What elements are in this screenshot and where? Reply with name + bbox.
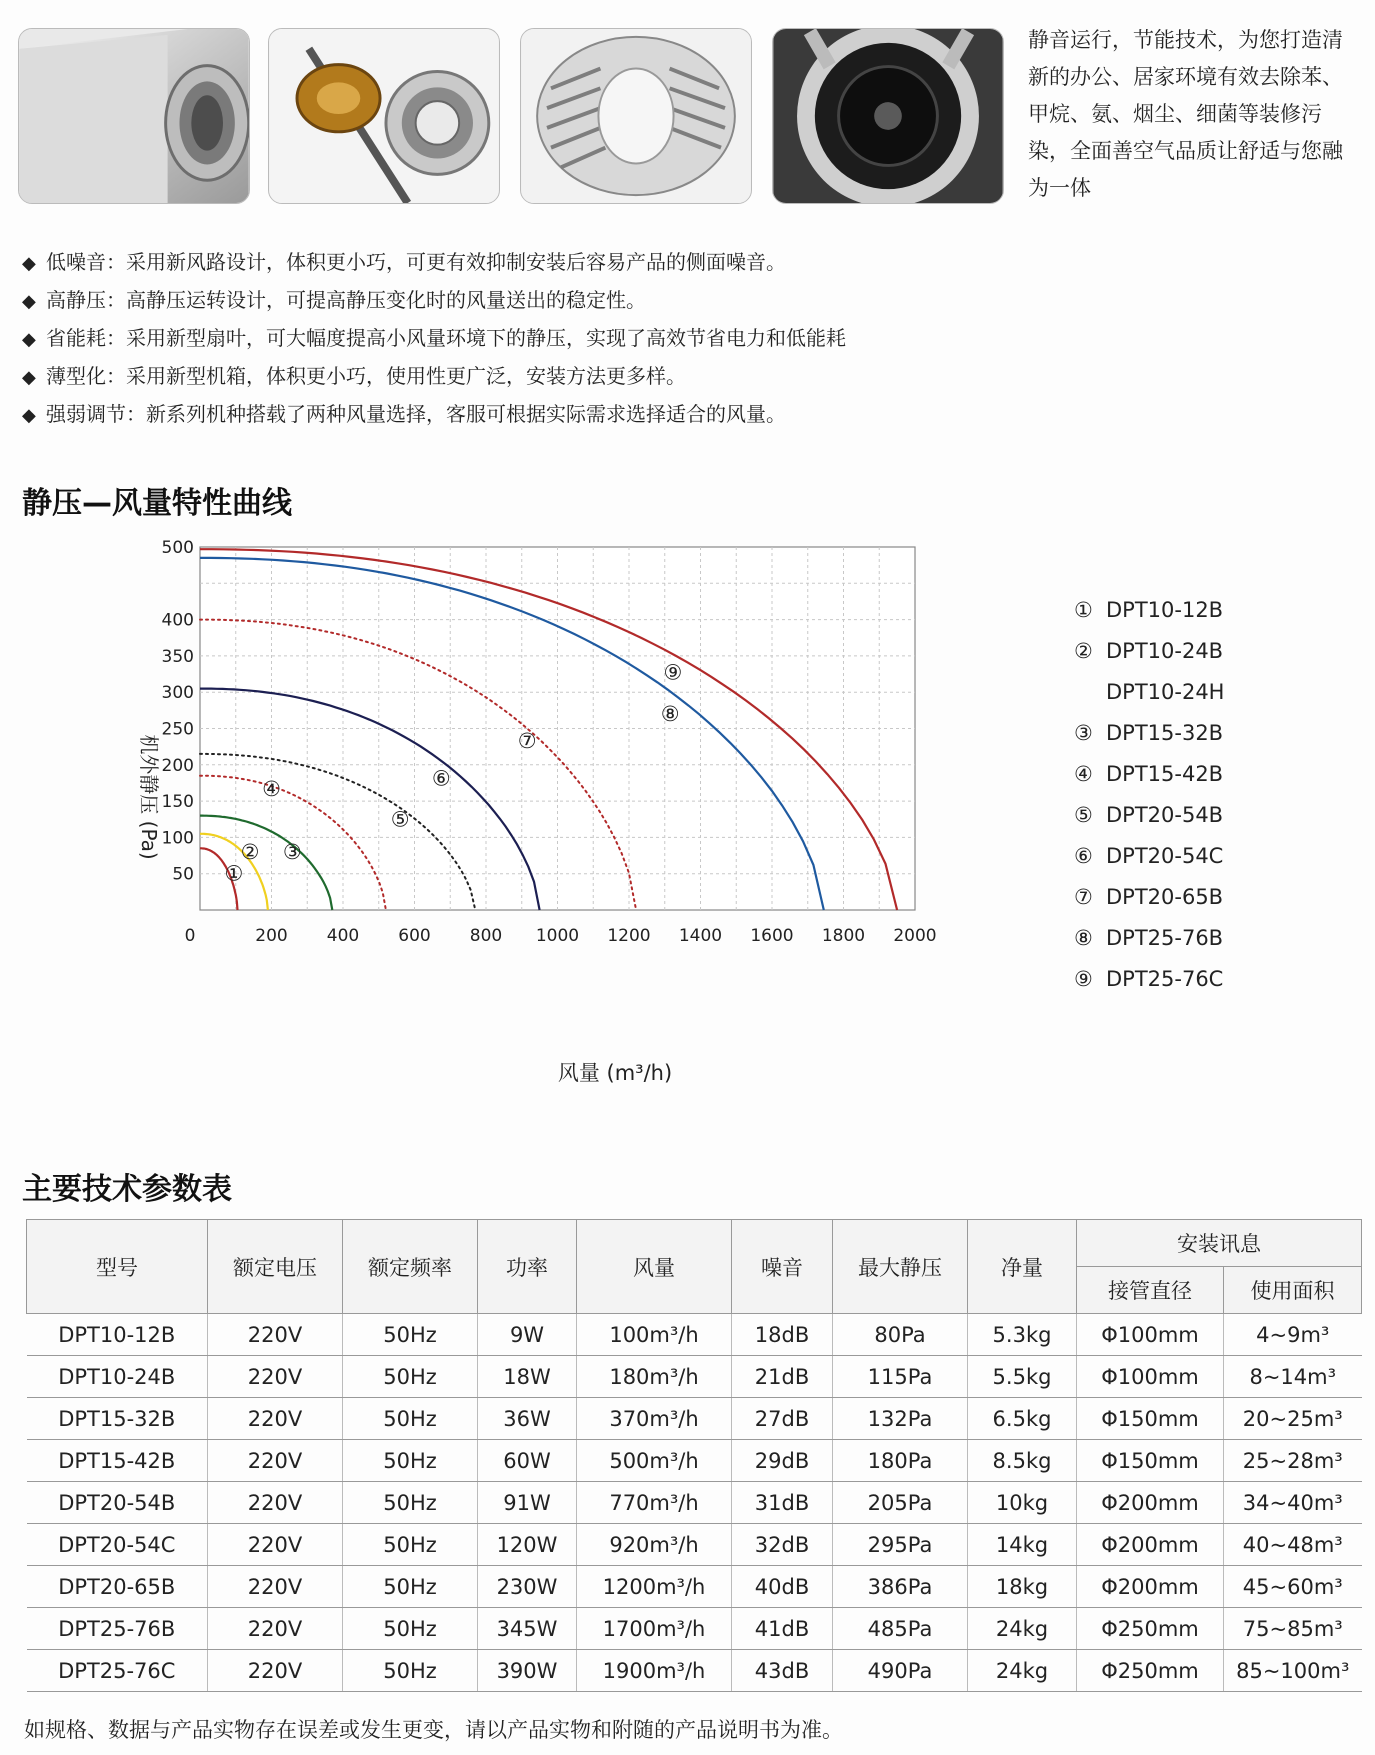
- legend-item: DPT10-24H: [1106, 680, 1225, 704]
- table-cell: DPT20-65B: [27, 1566, 208, 1608]
- table-cell: 9W: [478, 1314, 577, 1356]
- intro-text: 静音运行，节能技术，为您打造清新的办公、居家环境有效去除苯、甲烷、氨、烟尘、细菌等装修污染，全面善空气品质让舒适与您融为一体: [1028, 28, 1343, 200]
- col-header: 噪音: [732, 1220, 833, 1314]
- table-cell: 32dB: [732, 1524, 833, 1566]
- chart-grid: [200, 547, 915, 910]
- x-tick-label: 800: [469, 926, 503, 946]
- feature-item: ◆ 强弱调节：新系列机种搭载了两种风量选择，客服可根据实际需求选择适合的风量。: [22, 396, 846, 434]
- chart-legend: [1074, 590, 1224, 1000]
- table-cell: 5.3kg: [968, 1314, 1077, 1356]
- table-cell: 4~9m³: [1224, 1314, 1362, 1356]
- table-row: [27, 1650, 1362, 1692]
- legend-item: ④ DPT15-42B: [1074, 762, 1224, 786]
- x-tick-label: 2000: [893, 926, 937, 946]
- table-row: [27, 1566, 1362, 1608]
- table-cell: 50Hz: [343, 1482, 478, 1524]
- feature-item: ◆ 薄型化：采用新型机箱，体积更小巧，使用性更广泛，安装方法更多样。: [22, 358, 846, 396]
- table-cell: 27dB: [732, 1398, 833, 1440]
- table-cell: 370m³/h: [577, 1398, 732, 1440]
- x-tick-label: 1200: [607, 926, 651, 946]
- y-axis-label: 机外静压 (Pa): [137, 734, 161, 860]
- diamond-bullet-icon: ◆: [22, 367, 36, 388]
- curve-marker-label: ①: [224, 861, 244, 886]
- table-cell: 6.5kg: [968, 1398, 1077, 1440]
- table-cell: 25~28m³: [1224, 1440, 1362, 1482]
- table-cell: 20~25m³: [1224, 1398, 1362, 1440]
- table-cell: 205Pa: [833, 1482, 968, 1524]
- table-cell: 220V: [208, 1566, 343, 1608]
- table-cell: 14kg: [968, 1524, 1077, 1566]
- table-cell: DPT15-42B: [27, 1440, 208, 1482]
- pressure-airflow-chart: [120, 535, 1060, 1095]
- feature-item: ◆ 高静压：高静压运转设计，可提高静压变化时的风量送出的稳定性。: [22, 282, 846, 320]
- table-cell: 50Hz: [343, 1398, 478, 1440]
- fan-housing-illustration: [19, 29, 249, 203]
- table-cell: 18W: [478, 1356, 577, 1398]
- table-cell: 50Hz: [343, 1356, 478, 1398]
- table-cell: Φ100mm: [1077, 1314, 1224, 1356]
- table-row: [27, 1398, 1362, 1440]
- table-cell: 920m³/h: [577, 1524, 732, 1566]
- table-cell: Φ200mm: [1077, 1524, 1224, 1566]
- product-photo-housing: [18, 28, 250, 204]
- curve-marker-label: ⑨: [663, 660, 683, 685]
- y-tick-label: 50: [172, 864, 194, 885]
- table-cell: 40~48m³: [1224, 1524, 1362, 1566]
- table-cell: 120W: [478, 1524, 577, 1566]
- curve-marker-label: ③: [282, 839, 302, 864]
- col-header: 风量: [577, 1220, 732, 1314]
- table-cell: 21dB: [732, 1356, 833, 1398]
- table-cell: 50Hz: [343, 1524, 478, 1566]
- table-cell: 490Pa: [833, 1650, 968, 1692]
- table-cell: Φ150mm: [1077, 1440, 1224, 1482]
- x-tick-label: 400: [326, 926, 360, 946]
- legend-item: ③ DPT15-32B: [1074, 721, 1224, 745]
- diamond-bullet-icon: ◆: [22, 405, 36, 426]
- x-tick-label: 1800: [821, 926, 866, 946]
- curve-marker-label: ⑧: [660, 701, 680, 726]
- col-header: 净量: [968, 1220, 1077, 1314]
- curve-marker-label: ⑤: [390, 807, 410, 832]
- diamond-bullet-icon: ◆: [22, 329, 36, 350]
- table-cell: Φ200mm: [1077, 1566, 1224, 1608]
- table-cell: Φ250mm: [1077, 1608, 1224, 1650]
- table-row: [27, 1356, 1362, 1398]
- col-header: 型号: [27, 1220, 208, 1314]
- sub-header: 接管直径: [1077, 1267, 1224, 1314]
- table-cell: 1900m³/h: [577, 1650, 732, 1692]
- impeller-illustration: [521, 29, 751, 203]
- table-cell: 50Hz: [343, 1650, 478, 1692]
- table-cell: 8~14m³: [1224, 1356, 1362, 1398]
- table-cell: 80Pa: [833, 1314, 968, 1356]
- y-tick-label: 250: [161, 719, 194, 740]
- footer-note: 如规格、数据与产品实物存在误差或发生更变，请以产品实物和附随的产品说明书为准。: [24, 1718, 843, 1742]
- table-cell: 295Pa: [833, 1524, 968, 1566]
- table-cell: 60W: [478, 1440, 577, 1482]
- table-cell: 18kg: [968, 1566, 1077, 1608]
- legend-item: ⑦ DPT20-65B: [1074, 885, 1224, 909]
- table-cell: 485Pa: [833, 1608, 968, 1650]
- table-cell: 50Hz: [343, 1314, 478, 1356]
- table-row: [27, 1482, 1362, 1524]
- table-row: [27, 1314, 1362, 1356]
- table-cell: Φ250mm: [1077, 1650, 1224, 1692]
- table-cell: 50Hz: [343, 1566, 478, 1608]
- table-cell: 220V: [208, 1524, 343, 1566]
- table-cell: 220V: [208, 1482, 343, 1524]
- curve-marker-label: ⑥: [431, 766, 451, 791]
- feature-item: ◆ 低噪音：采用新风路设计，体积更小巧，可更有效抑制安装后容易产品的侧面噪音。: [22, 244, 846, 282]
- y-tick-label: 300: [161, 683, 194, 704]
- table-cell: 75~85m³: [1224, 1608, 1362, 1650]
- x-tick-label: 1400: [678, 926, 723, 946]
- y-tick-label: 100: [161, 828, 194, 849]
- table-cell: 770m³/h: [577, 1482, 732, 1524]
- col-header: 最大静压: [833, 1220, 968, 1314]
- x-tick-label: 200: [255, 926, 288, 946]
- table-cell: 5.5kg: [968, 1356, 1077, 1398]
- legend-item: ② DPT10-24B: [1074, 639, 1224, 663]
- table-cell: 132Pa: [833, 1398, 968, 1440]
- y-tick-label: 150: [161, 792, 194, 813]
- table-cell: DPT25-76C: [27, 1650, 208, 1692]
- feature-list: [22, 244, 846, 434]
- table-cell: 43dB: [732, 1650, 833, 1692]
- table-cell: 220V: [208, 1440, 343, 1482]
- col-header: 额定频率: [343, 1220, 478, 1314]
- table-cell: Φ150mm: [1077, 1398, 1224, 1440]
- table-cell: 31dB: [732, 1482, 833, 1524]
- table-cell: 8.5kg: [968, 1440, 1077, 1482]
- table-cell: 36W: [478, 1398, 577, 1440]
- spec-table: [26, 1219, 1362, 1692]
- x-tick-label: 600: [398, 926, 431, 946]
- table-cell: 220V: [208, 1314, 343, 1356]
- table-cell: 390W: [478, 1650, 577, 1692]
- feature-item: ◆ 省能耗：采用新型扇叶，可大幅度提高小风量环境下的静压，实现了高效节省电力和低能耗: [22, 320, 846, 358]
- table-cell: 50Hz: [343, 1440, 478, 1482]
- table-cell: 40dB: [732, 1566, 833, 1608]
- diamond-bullet-icon: ◆: [22, 253, 36, 274]
- bearing-illustration: [269, 29, 499, 203]
- motor-illustration: [773, 29, 1003, 203]
- legend-item: ⑤ DPT20-54B: [1074, 803, 1224, 827]
- product-photo-motor: [772, 28, 1004, 204]
- chart-section-title: 静压—风量特性曲线: [22, 486, 292, 521]
- table-cell: 34~40m³: [1224, 1482, 1362, 1524]
- x-axis-label: 风量 (m³/h): [557, 1061, 673, 1085]
- table-cell: Φ100mm: [1077, 1356, 1224, 1398]
- y-tick-label: 350: [161, 646, 194, 667]
- table-cell: 45~60m³: [1224, 1566, 1362, 1608]
- table-cell: 230W: [478, 1566, 577, 1608]
- product-photo-bearing: [268, 28, 500, 204]
- table-cell: 100m³/h: [577, 1314, 732, 1356]
- y-tick-label: 400: [161, 610, 194, 631]
- table-cell: DPT25-76B: [27, 1608, 208, 1650]
- table-cell: 1700m³/h: [577, 1608, 732, 1650]
- table-cell: 115Pa: [833, 1356, 968, 1398]
- col-header: 额定电压: [208, 1220, 343, 1314]
- table-cell: DPT10-12B: [27, 1314, 208, 1356]
- table-cell: DPT20-54B: [27, 1482, 208, 1524]
- table-cell: 24kg: [968, 1608, 1077, 1650]
- table-row: [27, 1524, 1362, 1566]
- table-cell: DPT20-54C: [27, 1524, 208, 1566]
- spec-table-body: [27, 1314, 1362, 1692]
- table-cell: 24kg: [968, 1650, 1077, 1692]
- table-row: [27, 1440, 1362, 1482]
- diamond-bullet-icon: ◆: [22, 291, 36, 312]
- x-tick-label: 1600: [750, 926, 794, 946]
- table-cell: 91W: [478, 1482, 577, 1524]
- table-row: [27, 1608, 1362, 1650]
- table-cell: 220V: [208, 1398, 343, 1440]
- group-header: 安装讯息: [1077, 1220, 1362, 1267]
- table-cell: 386Pa: [833, 1566, 968, 1608]
- table-cell: DPT15-32B: [27, 1398, 208, 1440]
- table-section-title: 主要技术参数表: [22, 1172, 232, 1207]
- table-cell: 1200m³/h: [577, 1566, 732, 1608]
- curve-marker-label: ⑦: [517, 728, 537, 753]
- curve-marker-label: ④: [262, 776, 281, 801]
- y-tick-label: 500: [161, 538, 194, 558]
- table-cell: 41dB: [732, 1608, 833, 1650]
- table-cell: 500m³/h: [577, 1440, 732, 1482]
- x-tick-label: 0: [184, 926, 196, 946]
- legend-item: ⑥ DPT20-54C: [1074, 844, 1224, 868]
- x-tick-label: 1000: [535, 926, 580, 946]
- table-cell: 345W: [478, 1608, 577, 1650]
- legend-item: ⑨ DPT25-76C: [1074, 967, 1224, 991]
- legend-item: ① DPT10-12B: [1074, 598, 1224, 622]
- table-cell: 18dB: [732, 1314, 833, 1356]
- table-cell: Φ200mm: [1077, 1482, 1224, 1524]
- legend-item: ⑧ DPT25-76B: [1074, 926, 1224, 950]
- table-cell: 220V: [208, 1356, 343, 1398]
- table-cell: 50Hz: [343, 1608, 478, 1650]
- y-tick-label: 200: [161, 755, 194, 776]
- sub-header: 使用面积: [1224, 1267, 1362, 1314]
- table-cell: 180m³/h: [577, 1356, 732, 1398]
- curve-marker-label: ②: [240, 839, 260, 864]
- table-cell: 10kg: [968, 1482, 1077, 1524]
- table-cell: 29dB: [732, 1440, 833, 1482]
- table-cell: 85~100m³: [1224, 1650, 1362, 1692]
- table-cell: 220V: [208, 1608, 343, 1650]
- product-photo-impeller: [520, 28, 752, 204]
- table-cell: 180Pa: [833, 1440, 968, 1482]
- col-header: 功率: [478, 1220, 577, 1314]
- table-cell: 220V: [208, 1650, 343, 1692]
- table-cell: DPT10-24B: [27, 1356, 208, 1398]
